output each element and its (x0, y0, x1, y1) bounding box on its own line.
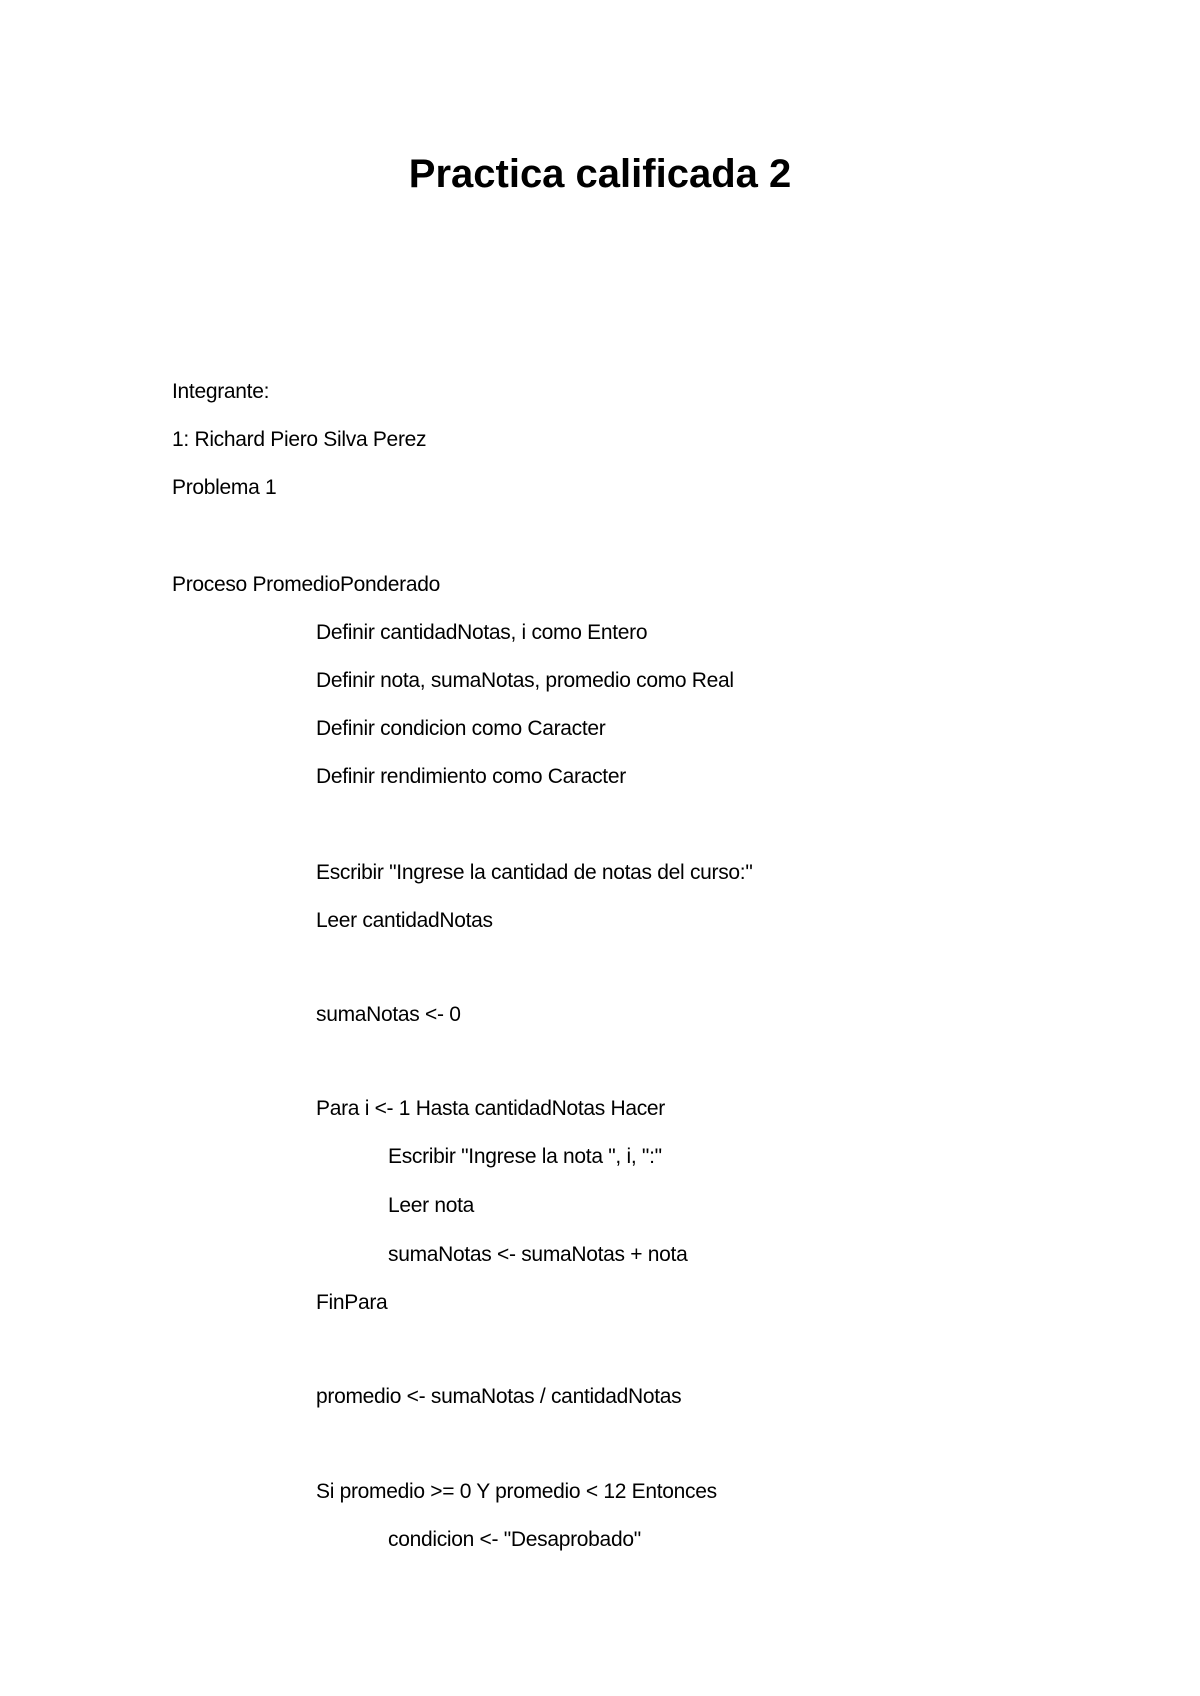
code-line-promedio: promedio <- sumaNotas / cantidadNotas (316, 1385, 682, 1408)
code-line-init-suma: sumaNotas <- 0 (316, 1003, 461, 1026)
code-line-para: Para i <- 1 Hasta cantidadNotas Hacer (316, 1097, 665, 1120)
code-line-definir-2: Definir nota, sumaNotas, promedio como Real (316, 669, 734, 692)
code-line-definir-4: Definir rendimiento como Caracter (316, 765, 626, 788)
code-line-leer-2: Leer nota (388, 1194, 475, 1217)
code-line-definir-1: Definir cantidadNotas, i como Entero (316, 621, 648, 644)
code-line-escribir-1: Escribir "Ingrese la cantidad de notas del curso:" (316, 861, 753, 884)
code-line-finpara: FinPara (316, 1291, 388, 1314)
code-line-acumular: sumaNotas <- sumaNotas + nota (388, 1243, 688, 1266)
code-line-condicion: condicion <- "Desaprobado" (388, 1528, 641, 1551)
code-line-leer-1: Leer cantidadNotas (316, 909, 493, 932)
document-title: Practica calificada 2 (408, 152, 792, 196)
code-line-definir-3: Definir condicion como Caracter (316, 717, 606, 740)
problem-heading: Problema 1 (172, 476, 277, 499)
member-name: 1: Richard Piero Silva Perez (172, 428, 427, 451)
code-line-si: Si promedio >= 0 Y promedio < 12 Entonces (316, 1480, 717, 1503)
code-line-proceso: Proceso PromedioPonderado (172, 573, 441, 596)
code-line-escribir-2: Escribir "Ingrese la nota ", i, ":" (388, 1145, 662, 1168)
integrante-label: Integrante: (172, 380, 270, 403)
